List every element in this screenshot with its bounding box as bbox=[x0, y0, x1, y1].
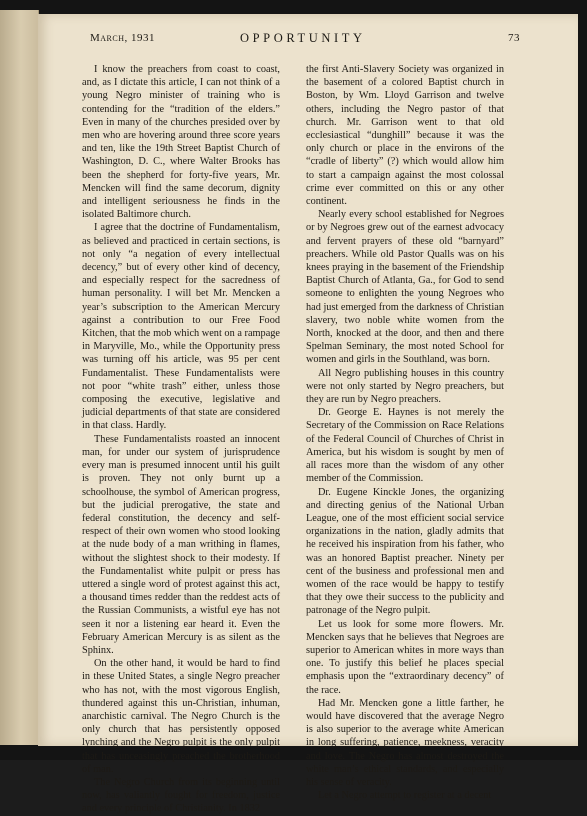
paragraph: I agree that the doctrine of Fundamentalism, as believed and practiced in certain sections, is not only “a negation of every intellectual decency,” but of every other kind of decency, and especially respect for the sacredness of human personality. I will bet Mr. Mencken a year’s subscription to the American Mercury against a contribution to our Free Food Kitchen, that the mob which went on a rampage in Maryville, Mo., while the Opportunity press was turning off his article, was 95 per cent Fundamentalist. These Fundamentalists were not poor “white trash” either, unless those composing the executive, legislative and judicial departments of that state are considered in that class. Hardly. bbox=[82, 222, 280, 432]
paragraph: I know the preachers from coast to coast, and, as I dictate this article, I can not think of a young Negro minister of training who is contending for the “tradition of the elders.” Even in many of the churches presided over by men who are hovering around three score years and ten, like the 19th Street Baptist Church of Washington, D. C., where Walter Brooks has been the shepherd for forty-five years, Mr. Mencken will find the same decorum, dignity and intelligent seriousness he finds in the isolated Baltimore church. bbox=[82, 64, 280, 221]
right-column bbox=[306, 63, 504, 802]
paragraph: On the other hand, it would be hard to find in these United States, a single Negro preacher who has not, with the most vigorous English, thundered against this un-Christian, inhuman, anarchistic carnival. The Negro Church is the only church that has persistently opposed lynching and the Negro pulpit is the only pulpit that has unceasingly preached the brotherhood of man. bbox=[82, 658, 280, 775]
paragraph: Dr. George E. Haynes is not merely the Secretary of the Commission on Race Relations of the Federal Council of Churches of Christ in America, but his wisdom is sought by men of all races more than the wisdom of any other member of the Commission. bbox=[306, 407, 504, 485]
issue-date: March, 1931 bbox=[90, 32, 156, 44]
paragraph: Nearly every school established for Negroes or by Negroes grew out of the earnest advocacy and fervent prayers of these old “barnyard” preachers. While old Pastor Qualls was on his knees praying in the basement of the Friendship Baptist Church of Atlanta, Ga., for God to send someone to enlighten the young Negroes who had just emerged from the darkness of Christian slavery, two noble white women from the North, knocked at the door, and then and there Spelman Seminary, the most noted School for women and girls in the Southland, was born. bbox=[306, 209, 504, 366]
paragraph: These Fundamentalists roasted an innocent man, for under our system of jurisprudence every man is presumed innocent until his guilt is proven. They not only burnt up a schoolhouse, the symbol of American progress, but the judicial prerogative, the state and federal constitution, the decency and self-respect of their own women who stood looking at the nude body of a man writhing in flames, without the slightest shock to their modesty. If the Fundamentalist white pulpit or press has uttered a single word of protest against this act, a thousand times redder than the reddest acts of the Russian Communists, a wistful eye has not seen it nor a listening ear heard it. Even the February American Mercury is as silent as the Sphinx. bbox=[82, 433, 280, 656]
facing-page-edge bbox=[0, 10, 39, 745]
running-header bbox=[90, 32, 520, 48]
paragraph: Dr. Eugene Kinckle Jones, the organizing and directing genius of the National Urban League, one of the most efficient social service organizations in the nation, gladly admits that he received his inspiration from his father, who was an honored Baptist preacher. Ninety per cent of the business and professional men and women of the race would be happy to testify that they owe their success to the publicity and patronage of the Negro pulpit. bbox=[306, 486, 504, 617]
paragraph: All Negro publishing houses in this country were not only started by Negro preachers, but they are run by Negro preachers. bbox=[306, 367, 504, 406]
left-column bbox=[82, 63, 280, 816]
paragraph: Let us look for some more flowers. Mr. Mencken says that he believes that Negroes are superior to American whites in more ways than one. To justify this belief he places special emphasis upon the “extraordinary decency” of the race. bbox=[306, 618, 504, 696]
paragraph: The Negro Church from its beginning until now, has valiantly fought for freedom, justice and every principle of Christianity. In 1832 bbox=[82, 776, 280, 815]
paragraph: Let a Negro attempt to register at a decent bbox=[318, 790, 492, 802]
paragraph: the first Anti-Slavery Society was organized in the basement of a colored Baptist church in Boston, by Wm. Lloyd Garrison and twelve others, including the Negro pastor of that church. Mr. Garrison went to that old ecclesiastical “dunghill” because it was the only church or place in the environs of the “cradle of liberty” (?) which would allow him to start a campaign against the most colossal crime ever committed on this or any other continent. bbox=[306, 64, 504, 208]
page-number: 73 bbox=[508, 32, 520, 44]
paragraph: Had Mr. Mencken gone a little farther, he would have discovered that the average Negro is also superior to the average white American in long suffering, patience, meekness, veracity and love. The Negro has almost destroyed the white man’s ethical standards, and especially his sense of veracity. bbox=[306, 697, 504, 788]
magazine-title: OPPORTUNITY bbox=[240, 31, 366, 45]
